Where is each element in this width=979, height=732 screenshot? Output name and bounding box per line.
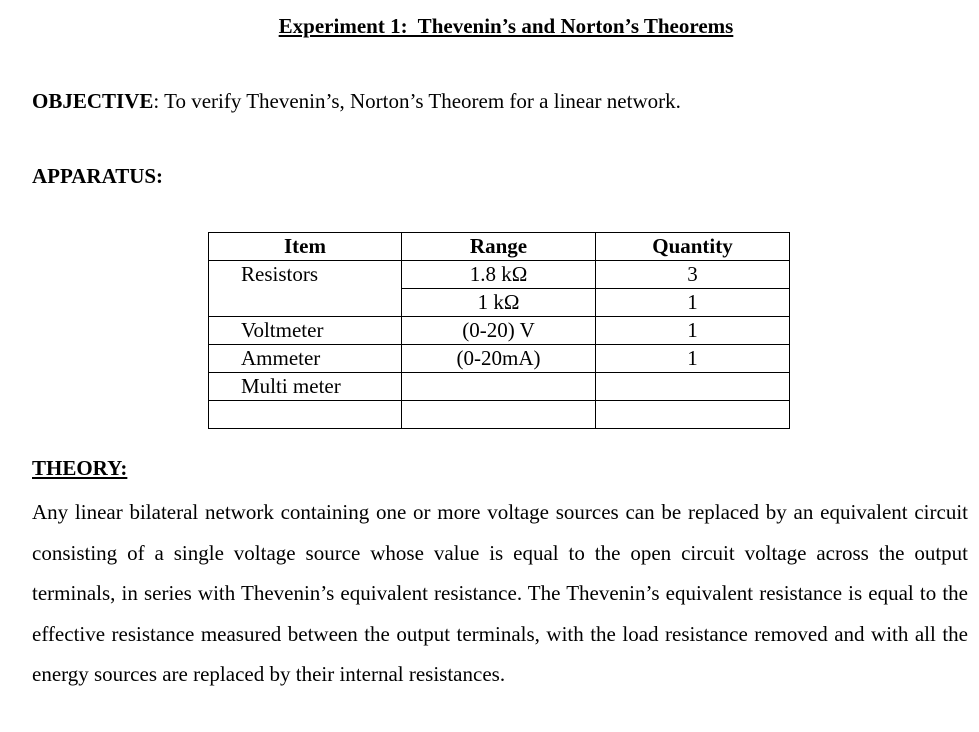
table-cell-quantity: 1 (596, 317, 790, 345)
table-row (209, 289, 790, 317)
table-cell-quantity: 1 (596, 345, 790, 373)
apparatus-heading: APPARATUS: (32, 164, 164, 188)
table-cell-item: Multi meter (209, 373, 402, 401)
table-cell-range: 1 kΩ (402, 289, 596, 317)
table-cell-quantity: 1 (596, 289, 790, 317)
objective-text: : To verify Thevenin’s, Norton’s Theorem for a linear network. (153, 89, 681, 113)
table-cell-range (402, 401, 596, 429)
column-header-item: Item (209, 233, 402, 261)
objective-label: OBJECTIVE (32, 89, 154, 113)
table-cell-item (209, 289, 402, 317)
table-cell-item: Resistors (209, 261, 402, 289)
table-header-row (209, 233, 790, 261)
table-row (209, 317, 790, 345)
table-cell-range: (0-20mA) (402, 345, 596, 373)
table-cell-quantity: 3 (596, 261, 790, 289)
table-row (209, 373, 790, 401)
table-row (209, 401, 790, 429)
table-cell-item: Voltmeter (209, 317, 402, 345)
table-cell-range: 1.8 kΩ (402, 261, 596, 289)
theory-heading: THEORY: (32, 456, 128, 480)
table-cell-quantity (596, 373, 790, 401)
table-row (209, 261, 790, 289)
table-cell-range (402, 373, 596, 401)
table-row (209, 345, 790, 373)
theory-paragraph: Any linear bilateral network containing one or more voltage sources can be replaced by an equivalent circuit consisting of a single voltage source whose value is equal to the open circuit voltage across the output terminals, in series with Thevenin’s equivalent resistance. The Thevenin’s equivalent resistance is equal to the effective resistance measured between the output terminals, with the load resistance removed and with all the energy sources are replaced by their internal resistances. (32, 500, 968, 686)
page-title: Experiment 1: Thevenin’s and Norton’s Theorems (278, 14, 734, 38)
apparatus-table (208, 232, 790, 429)
column-header-range: Range (402, 233, 596, 261)
table-cell-quantity (596, 401, 790, 429)
objective-paragraph (32, 89, 681, 114)
table-cell-item: Ammeter (209, 345, 402, 373)
table-cell-item (209, 401, 402, 429)
column-header-quantity: Quantity (596, 233, 790, 261)
table-cell-range: (0-20) V (402, 317, 596, 345)
